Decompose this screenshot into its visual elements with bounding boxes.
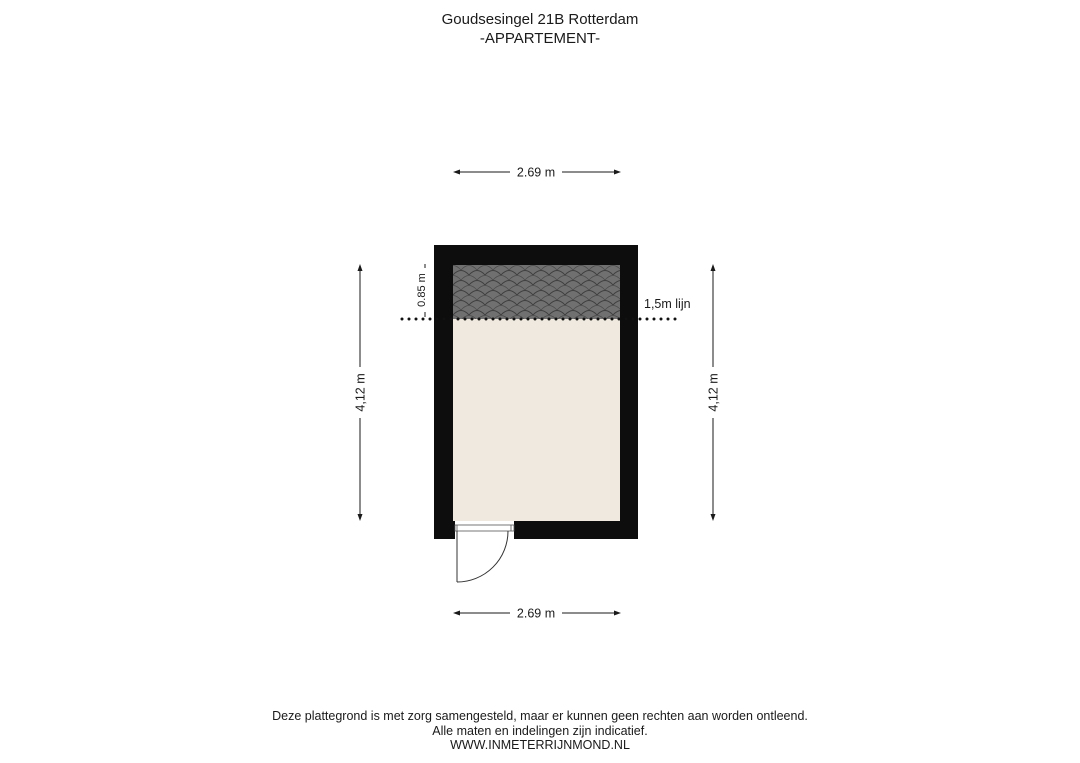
- right-height-label: 4,12 m: [706, 373, 721, 412]
- left-height-label: 4,12 m: [353, 373, 368, 412]
- sloped-depth-dimension: [416, 264, 428, 317]
- sloped-depth-label: 0.85 m: [416, 273, 428, 307]
- property-type: -APPARTEMENT-: [479, 30, 601, 47]
- right-height-dimension: [707, 264, 721, 521]
- left-height-dimension: [354, 264, 368, 521]
- bottom-width-dimension: [453, 607, 621, 621]
- door-frame: [455, 525, 514, 531]
- line-label: 1,5m lijn: [644, 297, 691, 311]
- sloped-roof-area: [453, 265, 620, 319]
- plan-footer: [0, 709, 1080, 753]
- website-link[interactable]: WWW.INMETERRIJNMOND.NL: [450, 738, 630, 752]
- bottom-width-label: 2.69 m: [516, 606, 556, 621]
- address-title: Goudsesingel 21B Rotterdam: [441, 11, 639, 28]
- indicative-note: Alle maten en indelingen zijn indicatief.: [432, 723, 648, 738]
- top-width-label: 2.69 m: [516, 165, 556, 180]
- top-width-dimension: [453, 166, 621, 180]
- disclaimer-text: Deze plattegrond is met zorg samengesteld, maar er kunnen geen rechten aan worden ontleend.: [272, 709, 808, 723]
